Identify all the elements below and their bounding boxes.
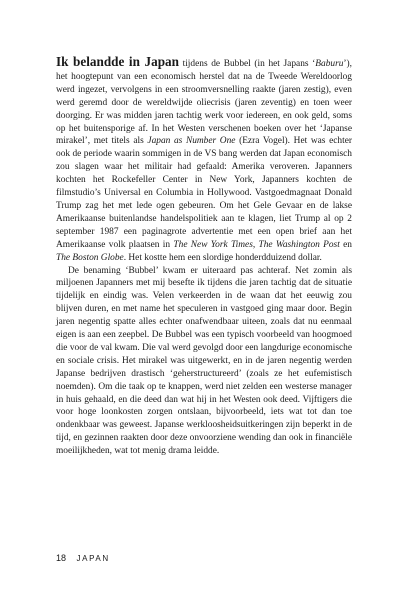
- text-run: (Ezra Vogel). Het was echter ook de periode waarin sommigen in de VS bang werden dat Japan economisch zou slagen waar het militair had gefaald: Amerika veroveren. Japanners kochten het Rockefeller Center in New York, Japanners kochten de filmstudio’s Universal en Columbia in Hollywood. Vastgoedmagnaat Donald Trump zag het met lede ogen gebeuren. Om het Gele Gevaar en de lakse Amerikaanse buitenlandse handelspolitiek aan te klagen, liet Trump al op 2 september 1987 een paginagrote advertentie met een open brief aan het Amerikaanse volk plaatsen in: [56, 136, 352, 250]
- italic-title-run: Japan as Number One: [147, 136, 236, 147]
- text-run: en: [339, 239, 352, 250]
- page-footer: [56, 553, 110, 563]
- text-run: ’), het hoogtepunt van een economisch herstel dat na de Tweede Wereldoorlog werd ingezet, vervolgens in een stroomversnelling raakte (jaren zestig), even werd geremd door de wereldwijde oliecrisis (jaren zeventig) en toen weer doorging. Er was midden jaren tachtig werk voor iedereen, en ook geld, soms op het buitensporige af. In het Westen verschenen boeken over het ‘Japanse mirakel’, met titels als: [56, 59, 352, 147]
- italic-title-run: Baburu: [315, 59, 344, 69]
- paragraph-2: [56, 265, 352, 459]
- italic-title-run: The New York Times, The Washington Post: [173, 239, 340, 250]
- text-run: . Het kostte hem een slordige honderdduizend dollar.: [123, 252, 322, 263]
- text-run: De benaming ‘Bubbel’ kwam er uiteraard pas achteraf. Net zomin als miljoenen Japanners met mij besefte ik tijdens die jaren tachtig dat de situatie tijdelijk en eindig was. Velen verkeerden in de waan dat het eeuwig zou blijven duren, en met name het speculeren in vastgoed ging maar door. Begin jaren negentig spatte alles echter onafwendbaar uiteen, zoals dat nu eenmaal eigen is aan een zeepbel. De Bubbel was een typisch voorbeeld van hoogmoed die voor de val kwam. Die val werd gevolgd door een langdurige economische en sociale crisis. Het mirakel was uitgewerkt, en in de jaren negentig werden Japanse bedrijven drastisch ‘geherstructureerd’ (zoals ze het eufemistisch noemden). Om die taak op te knappen, werd niet zelden een westerse manager in huis gehaald, en die deed dan wat hij in het Westen ook deed. Vijftigers die voor hoge loonkosten zorgen ontslaan, bijvoorbeeld, iets wat tot dan toe ondenkbaar was geweest. Japanse werkloosheidsuitkeringen zijn beperkt in de tijd, en gezinnen raakten door deze onvoorziene wending dan ook in financiële moeilijkheden, wat tot menig drama leidde.: [56, 265, 352, 457]
- opening-phrase: Ik belandde in Japan: [56, 54, 179, 69]
- text-run: tijdens de Bubbel (in het Japans ‘: [178, 59, 316, 69]
- italic-title-run: The Boston Globe: [56, 252, 124, 263]
- paragraph-2-text: [56, 266, 352, 457]
- paragraph-1-text: [56, 59, 352, 263]
- running-head: JAPAN: [76, 554, 110, 563]
- page-body: [56, 56, 352, 458]
- paragraph-1: [56, 56, 352, 265]
- page-number: 18: [56, 553, 67, 563]
